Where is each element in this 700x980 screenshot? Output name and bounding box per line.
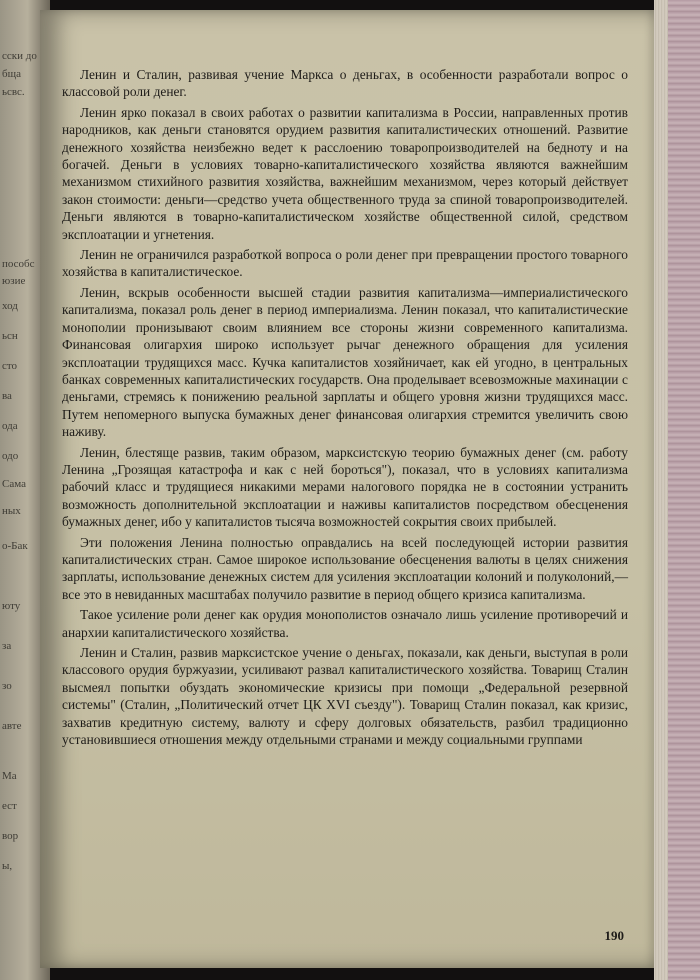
left-page-fragment: ода [2,420,18,432]
left-page-fragment: бща [2,68,21,80]
paragraph: Ленин не ограничился разработкой вопроса о роли денег при превращении простого товарного хозяйства в капиталистическое. [62,247,628,280]
left-page-fragment: юту [2,600,21,612]
paragraph: Ленин ярко показал в своих работах о развитии капитализма в России, направленных против народников, как деньги становятся орудием развития капиталистических отношений. Развитие денежного хозяйства неизбежно ведет к расслоению товаропроизводителей на бедноту и на богачей. Деньги в условиях товарно-капиталистического хозяйства являются важнейшим механизмом стихийного развития хозяйства, важнейшим механизмом, через который действует закон стоимости: деньги—средство учета общественного труда за спиной товаропроизводителей. Деньги являются в товарно-капиталистическом хозяйстве общественной силой, средством эксплоатации и угнетения. [62,104,628,242]
left-page-fragment: ход [2,300,18,312]
book-edge [654,0,700,980]
paragraph: Ленин, вскрыв особенности высшей стадии развития капитализма—империалистического капитализма, показал роль денег в период империализма. Ленин показал, что капиталистические монополии пронизывают своим влиянием все стороны жизни современного капитализма. Финансовая олигархия широко использует рычаг денежного обращения для усиления эксплоатации трудящихся масс. Кучка капиталистов хозяйничает, как ей угодно, в центральных банках современных капиталистических государств. Она проделывает всевозможные махинации с деньгами, стремясь к понижению реальной зарплаты и общего уровня жизни трудящихся масс. Путем непомерного выпуска бумажных денег финансовая олигархия стремится увеличить свою наживу. [62,284,628,440]
left-page-fragment: ьсн [2,330,18,342]
left-page-fragment: ест [2,800,17,812]
paragraph: Ленин и Сталин, развивая учение Маркса о деньгах, в особенности разработали вопрос о классовой роли денег. [62,67,628,100]
left-page-fragment: зо [2,680,12,692]
paragraph: Такое усиление роли денег как орудия монополистов означало лишь усиление противоречий и анархии капиталистического хозяйства. [62,607,628,640]
left-page-fragment: вор [2,830,19,842]
left-page-fragment: ьсвс. [2,86,25,98]
left-page-fragment: Сама [2,478,26,490]
left-page-fragment: одо [2,450,19,462]
left-page-fragment: авте [2,720,22,732]
paragraph: Эти положения Ленина полностью оправдались на всей последующей истории развития капиталистических стран. Самое широкое использование обесценения валюты в целях снижения зарплаты, использование денежных систем для усиления эксплоатации колоний и полуколоний,—все это в невиданных масштабах получило развитие в период общего кризиса капитализма. [62,534,628,602]
paragraph: Ленин и Сталин, развив марксистское учение о деньгах, показали, как деньги, выступая в роли классового орудия буржуазии, усиливают развал капиталистического хозяйства. Товарищ Сталин высмеял попытки обуздать экономические кризисы при помощи „Федеральной резервной системы" (Сталин, „Политический отчет ЦК XVI съезду"). Товарищ Сталин показал, как кризис, захватив кредитную систему, валюту и сферу долговых обязательств, разбил традиционно установившиеся отношения между отдельными странами и между социальными группами [62,645,628,748]
book-page [40,10,654,968]
left-page-fragment: о-Бак [2,540,28,552]
page-edges [654,0,668,980]
left-page-fragment: юзие [2,275,26,287]
left-page-fragment: ы, [2,860,13,872]
left-page-fragment: ных [2,505,21,517]
left-page-fragment: ва [2,390,12,402]
left-page-fragment: за [2,640,12,652]
left-page-fragment: пособс [2,258,35,270]
body-text [62,66,628,751]
paragraph: Ленин, блестяще развив, таким образом, марксистскую теорию бумажных денег (см. работу Ленина „Грозящая катастрофа и как с ней бороться"), показал, что в условиях капитализма рабочий класс и трудящиеся никакими мерами налогового порядка не в состоянии устранить возможность дополнительной эксплоатации и наживы капиталистов посредством обесценения бумажных денег, ибо у капиталистов тысяча возможностей сокрытия своих прибылей. [62,444,628,530]
left-page-fragment: сто [2,360,18,372]
left-page-fragment: Ма [2,770,17,782]
left-page-fragment: сски до [2,50,37,62]
page-number: 190 [604,928,624,943]
